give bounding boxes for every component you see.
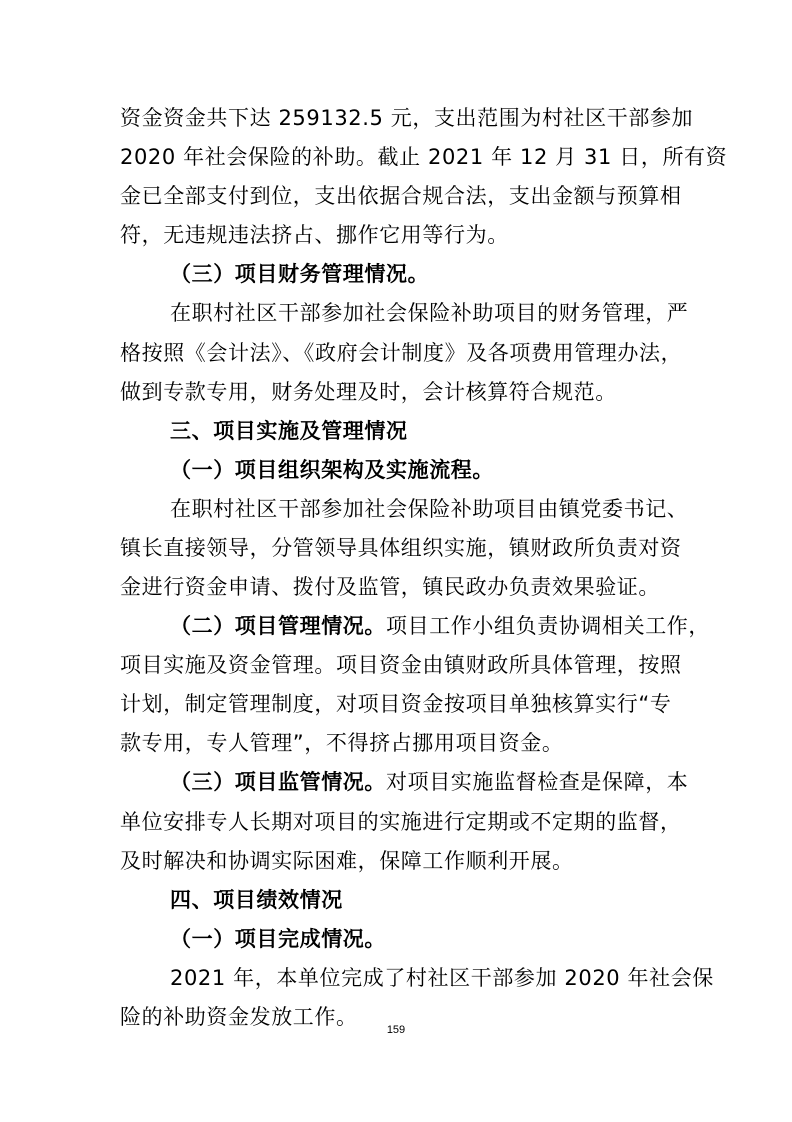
paragraph-line: 险的补助资金发放工作。 — [120, 1005, 358, 1029]
paragraph-line: 项目实施及资金管理。项目资金由镇财政所具体管理，按照 — [120, 653, 682, 677]
inline-heading: （三）项目监管情况。 — [170, 770, 386, 794]
paragraph-line: 金已全部支付到位，支出依据合规合法，支出金额与预算相 — [120, 184, 682, 208]
chapter-heading: 三、项目实施及管理情况 — [170, 419, 408, 443]
page-number: 159 — [386, 1024, 406, 1036]
section-heading: （一）项目完成情况。 — [170, 927, 386, 951]
paragraph-line: 在职村社区干部参加社会保险补助项目由镇党委书记、 — [170, 497, 689, 521]
paragraph-line: 金进行资金申请、拨付及监管，镇民政办负责效果验证。 — [120, 575, 660, 599]
paragraph-line: 款专用，专人管理”，不得挤占挪用项目资金。 — [120, 731, 564, 755]
paragraph-line: 2020 年社会保险的补助。截止 2021 年 12 月 31 日，所有资 — [120, 145, 728, 169]
paragraph-line — [170, 767, 689, 797]
section-heading: （一）项目组织架构及实施流程。 — [170, 458, 494, 482]
chapter-heading: 四、项目绩效情况 — [170, 888, 343, 912]
paragraph-line: 及时解决和协调实际困难，保障工作顺利开展。 — [120, 849, 574, 873]
paragraph-line: 资金资金共下达 259132.5 元，支出范围为村社区干部参加 — [120, 106, 694, 130]
inline-heading: （二）项目管理情况。 — [170, 614, 386, 638]
paragraph-line: 单位安排专人长期对项目的实施进行定期或不定期的监督， — [120, 810, 682, 834]
paragraph-line: 镇长直接领导，分管领导具体组织实施，镇财政所负责对资 — [120, 536, 682, 560]
paragraph-line: 在职村社区干部参加社会保险补助项目的财务管理，严 — [170, 301, 689, 325]
paragraph-line — [170, 611, 710, 641]
paragraph-line: 做到专款专用，财务处理及时，会计核算符合规范。 — [120, 380, 617, 404]
paragraph-line: 2021 年，本单位完成了村社区干部参加 2020 年社会保 — [170, 966, 714, 990]
paragraph-text: 项目工作小组负责协调相关工作， — [386, 614, 710, 638]
paragraph-line: 计划，制定管理制度，对项目资金按项目单独核算实行“专 — [120, 692, 672, 716]
paragraph-text: 对项目实施监督检查是保障，本 — [386, 770, 689, 794]
section-heading: （三）项目财务管理情况。 — [170, 262, 430, 286]
paragraph-line: 格按照《会计法》、《政府会计制度》及各项费用管理办法， — [120, 341, 683, 365]
paragraph-line: 符，无违规违法挤占、挪作它用等行为。 — [120, 223, 509, 247]
